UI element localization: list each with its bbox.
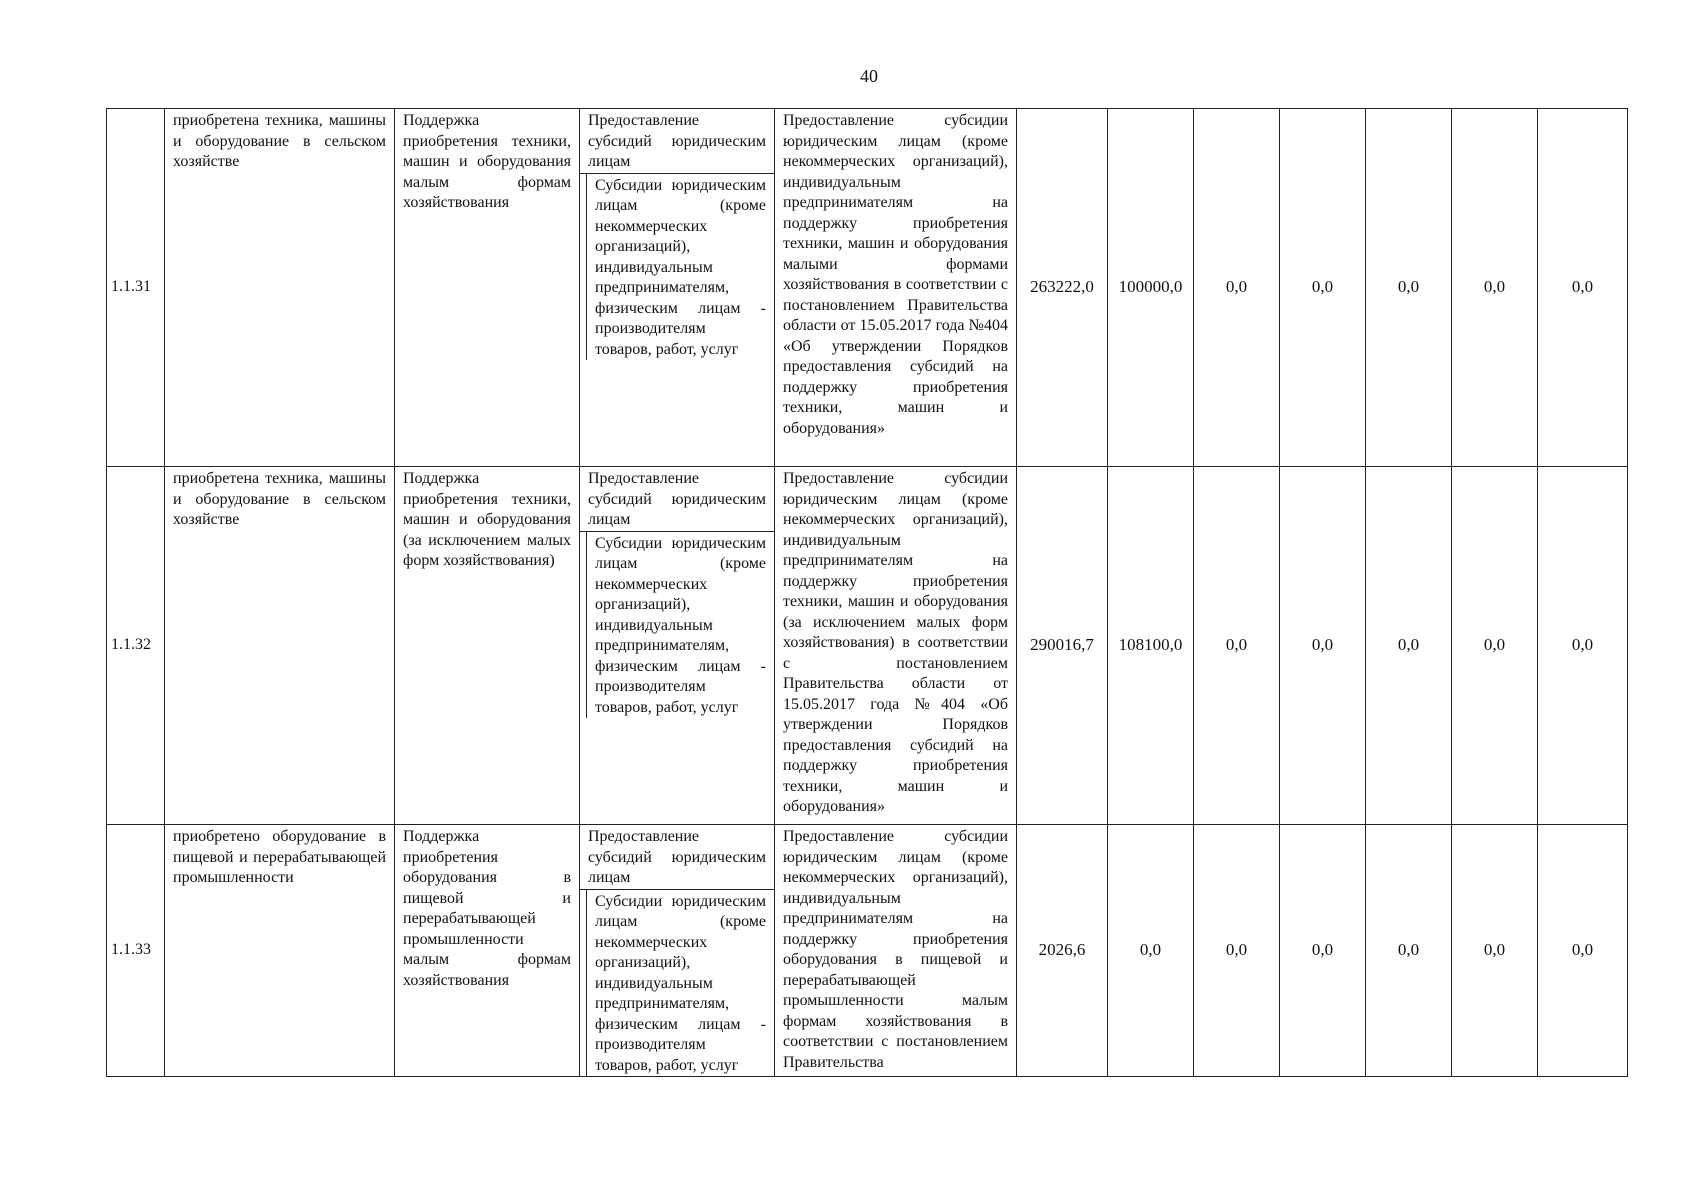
measure-cell: Поддержка приобретения оборудования в пищевой и перерабатывающей промышленности малым формам хозяйствования <box>395 825 580 1077</box>
direction-top: Предоставление субсидий юридическим лицам <box>580 467 774 532</box>
direction-cell <box>580 109 775 467</box>
direction-top: Предоставление субсидий юридическим лицам <box>580 825 774 890</box>
value-cell: 0,0 <box>1452 825 1538 1077</box>
value-cell: 108100,0 <box>1108 467 1194 825</box>
value-cell: 0,0 <box>1538 825 1628 1077</box>
row-number: 1.1.32 <box>107 467 165 825</box>
direction-bottom: Субсидии юридическим лицам (кроме некоммерческих организаций), индивидуальным предпринимателям, физическим лицам - производителям товаров, работ, услуг <box>586 174 774 361</box>
direction-top: Предоставление субсидий юридическим лицам <box>580 109 774 174</box>
row-number: 1.1.31 <box>107 109 165 467</box>
page-number: 40 <box>860 66 878 86</box>
result-cell: приобретена техника, машины и оборудование в сельском хозяйстве <box>165 467 395 825</box>
description-cell: Предоставление субсидии юридическим лицам (кроме некоммерческих организаций), индивидуальным предпринимателям на поддержку приобретения оборудования в пищевой и перерабатывающей промышленности малым формам хозяйствования в соответствии с постановлением Правительства <box>775 825 1017 1077</box>
value-cell: 0,0 <box>1194 109 1280 467</box>
value-cell: 0,0 <box>1108 825 1194 1077</box>
value-cell: 0,0 <box>1452 467 1538 825</box>
value-cell: 0,0 <box>1366 467 1452 825</box>
direction-cell <box>580 825 775 1077</box>
value-cell: 0,0 <box>1366 825 1452 1077</box>
table-row <box>107 467 1628 825</box>
value-cell: 2026,6 <box>1017 825 1108 1077</box>
value-cell: 263222,0 <box>1017 109 1108 467</box>
value-cell: 0,0 <box>1366 109 1452 467</box>
description-cell: Предоставление субсидии юридическим лицам (кроме некоммерческих организаций), индивидуальным предпринимателям на поддержку приобретения техники, машин и оборудования (за исключением малых форм хозяйствования) в соответствии с постановлением Правительства области от 15.05.2017 года №404 «Об утверждении Порядков предоставления субсидий на поддержку приобретения техники, машин и оборудования» <box>775 467 1017 825</box>
description-cell: Предоставление субсидии юридическим лицам (кроме некоммерческих организаций), индивидуальным предпринимателям на поддержку приобретения техники, машин и оборудования малыми формами хозяйствования в соответствии с постановлением Правительства области от 15.05.2017 года №404 «Об утверждении Порядков предоставления субсидий на поддержку приобретения техники, машин и оборудования» <box>775 109 1017 467</box>
direction-bottom: Субсидии юридическим лицам (кроме некоммерческих организаций), индивидуальным предпринимателям, физическим лицам - производителям товаров, работ, услуг <box>586 890 774 1077</box>
value-cell: 0,0 <box>1280 825 1366 1077</box>
measure-cell: Поддержка приобретения техники, машин и оборудования малым формам хозяйствования <box>395 109 580 467</box>
value-cell: 0,0 <box>1280 109 1366 467</box>
table-row <box>107 825 1628 1077</box>
direction-cell <box>580 467 775 825</box>
row-number: 1.1.33 <box>107 825 165 1077</box>
value-cell: 0,0 <box>1538 109 1628 467</box>
table-row <box>107 109 1628 467</box>
direction-bottom: Субсидии юридическим лицам (кроме некоммерческих организаций), индивидуальным предпринимателям, физическим лицам - производителям товаров, работ, услуг <box>586 532 774 719</box>
value-cell: 0,0 <box>1538 467 1628 825</box>
value-cell: 290016,7 <box>1017 467 1108 825</box>
value-cell: 0,0 <box>1452 109 1538 467</box>
value-cell: 100000,0 <box>1108 109 1194 467</box>
measure-cell: Поддержка приобретения техники, машин и оборудования (за исключением малых форм хозяйствования) <box>395 467 580 825</box>
program-table <box>106 108 1628 1077</box>
result-cell: приобретено оборудование в пищевой и перерабатывающей промышленности <box>165 825 395 1077</box>
value-cell: 0,0 <box>1194 825 1280 1077</box>
result-cell: приобретена техника, машины и оборудование в сельском хозяйстве <box>165 109 395 467</box>
value-cell: 0,0 <box>1280 467 1366 825</box>
value-cell: 0,0 <box>1194 467 1280 825</box>
